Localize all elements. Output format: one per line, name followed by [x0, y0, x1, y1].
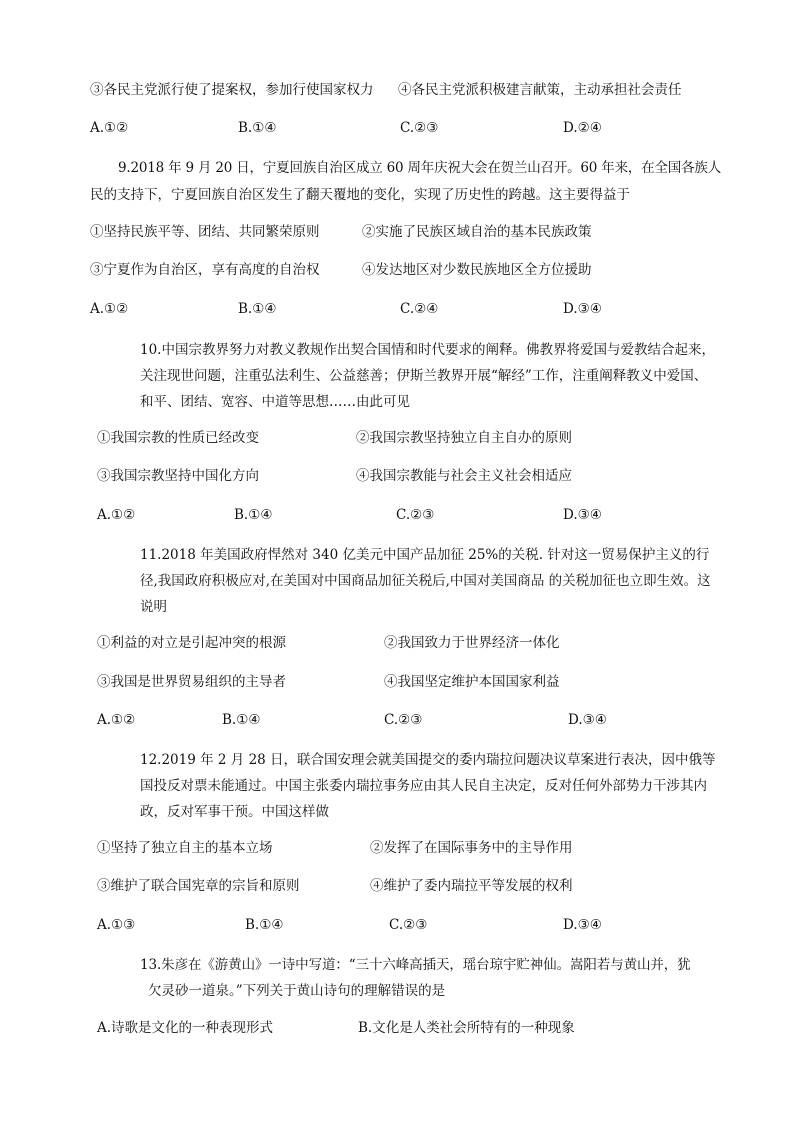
q8-option-a: A.①②	[90, 120, 129, 136]
q10-option-b: B.①④	[234, 507, 273, 523]
q9-option-b: B.①④	[238, 301, 277, 317]
q13-option-a: A.诗歌是文化的一种表现形式	[97, 1020, 274, 1036]
q9-option-a: A.①②	[90, 301, 129, 317]
q11-statement-3: ③我国是世界贸易组织的主导者	[97, 674, 286, 690]
q12-option-d: D.③④	[563, 917, 602, 933]
q12-option-a: A.①③	[97, 917, 136, 933]
q11-option-b: B.①④	[222, 712, 261, 728]
q8-statement-4: ④各民主党派积极建言献策，主动承担社会责任	[398, 82, 682, 98]
q12-stem: 12.2019 年 2 月 28 日，联合国安理会就美国提交的委内瑞拉问题决议草案进行表决，因中俄等国投反对票未能通过。中国主张委内瑞拉事务应由其人民自主决定，反对任何外部势力干涉其内政，反对军事干预。中国这样做	[140, 752, 716, 820]
q11-option-d: D.③④	[568, 712, 607, 728]
q10-option-d: D.③④	[563, 507, 602, 523]
q12-statement-3: ③维护了联合国宪章的宗旨和原则	[97, 878, 300, 894]
q9-option-c: C.②④	[400, 301, 439, 317]
q13-stem-line-2: 欠灵砂一道泉。”下列关于黄山诗句的理解错误的是	[148, 983, 446, 999]
q11-statement-1: ①利益的对立是引起冲突的根源	[97, 635, 286, 651]
q10-statement-3: ③我国宗教坚持中国化方向	[97, 468, 259, 484]
q9-option-d: D.③④	[563, 301, 602, 317]
q11-statement-2: ②我国致力于世界经济一体化	[384, 635, 560, 651]
q11-statement-4: ④我国坚定维护本国国家利益	[384, 674, 560, 690]
q12-statement-2: ②发挥了在国际事务中的主导作用	[370, 840, 573, 856]
q11-option-c: C.②③	[384, 712, 423, 728]
q12-statement-1: ①坚持了独立自主的基本立场	[97, 840, 273, 856]
q12-statement-4: ④维护了委内瑞拉平等发展的权利	[370, 878, 573, 894]
q8-option-b: B.①④	[238, 120, 277, 136]
q13-option-b: B.文化是人类社会所特有的一种现象	[358, 1020, 575, 1036]
q8-statement-3: ③各民主党派行使了提案权，参加行使国家权力	[90, 82, 374, 98]
q12-option-b: B.①④	[245, 917, 284, 933]
q11-option-a: A.①②	[97, 712, 136, 728]
q9-statement-4: ④发达地区对少数民族地区全方位援助	[362, 262, 592, 278]
q8-option-c: C.②③	[400, 120, 439, 136]
q10-statement-1: ①我国宗教的性质已经改变	[97, 430, 259, 446]
q9-statement-2: ②实施了民族区域自治的基本民族政策	[362, 224, 592, 240]
q9-stem-line-1: 9.2018 年 9 月 20 日，宁夏回族自治区成立 60 周年庆祝大会在贺兰山召开。60 年来，在全国各族人	[118, 160, 721, 176]
q10-stem: 10.中国宗教界努力对教义教规作出契合国情和时代要求的阐释。佛教界将爱国与爱教结合起来，关注现世问题，注重弘法利生、公益慈善；伊斯兰教界开展“解经”工作，注重阐释教义中爱国、和平、团结、宽容、中道等思想……由此可见	[140, 342, 715, 410]
q9-statement-1: ①坚持民族平等、团结、共同繁荣原则	[90, 224, 320, 240]
q10-option-c: C.②③	[396, 507, 435, 523]
q12-option-c: C.②③	[389, 917, 428, 933]
q10-option-a: A.①②	[97, 507, 136, 523]
q8-option-d: D.②④	[563, 120, 602, 136]
q9-statement-3: ③宁夏作为自治区，享有高度的自治权	[90, 262, 320, 278]
q9-stem-line-2: 民的支持下，宁夏回族自治区发生了翻天覆地的变化，实现了历史性的跨越。这主要得益于	[90, 187, 630, 203]
q11-stem: 11.2018 年美国政府悍然对 340 亿美元中国产品加征 25%的关税. 针对这一贸易保护主义的行径,我国政府积极应对,在美国对中国商品加征关税后,中国对美国商品 的关税加征也立即生效。这说明	[140, 547, 711, 615]
q10-statement-4: ④我国宗教能与社会主义社会相适应	[356, 468, 572, 484]
q10-statement-2: ②我国宗教坚持独立自主自办的原则	[356, 430, 572, 446]
q13-stem-line-1: 13.朱彦在《游黄山》一诗中写道：“三十六峰高插天，瑶台琼宇贮神仙。嵩阳若与黄山并，犹	[140, 957, 691, 973]
